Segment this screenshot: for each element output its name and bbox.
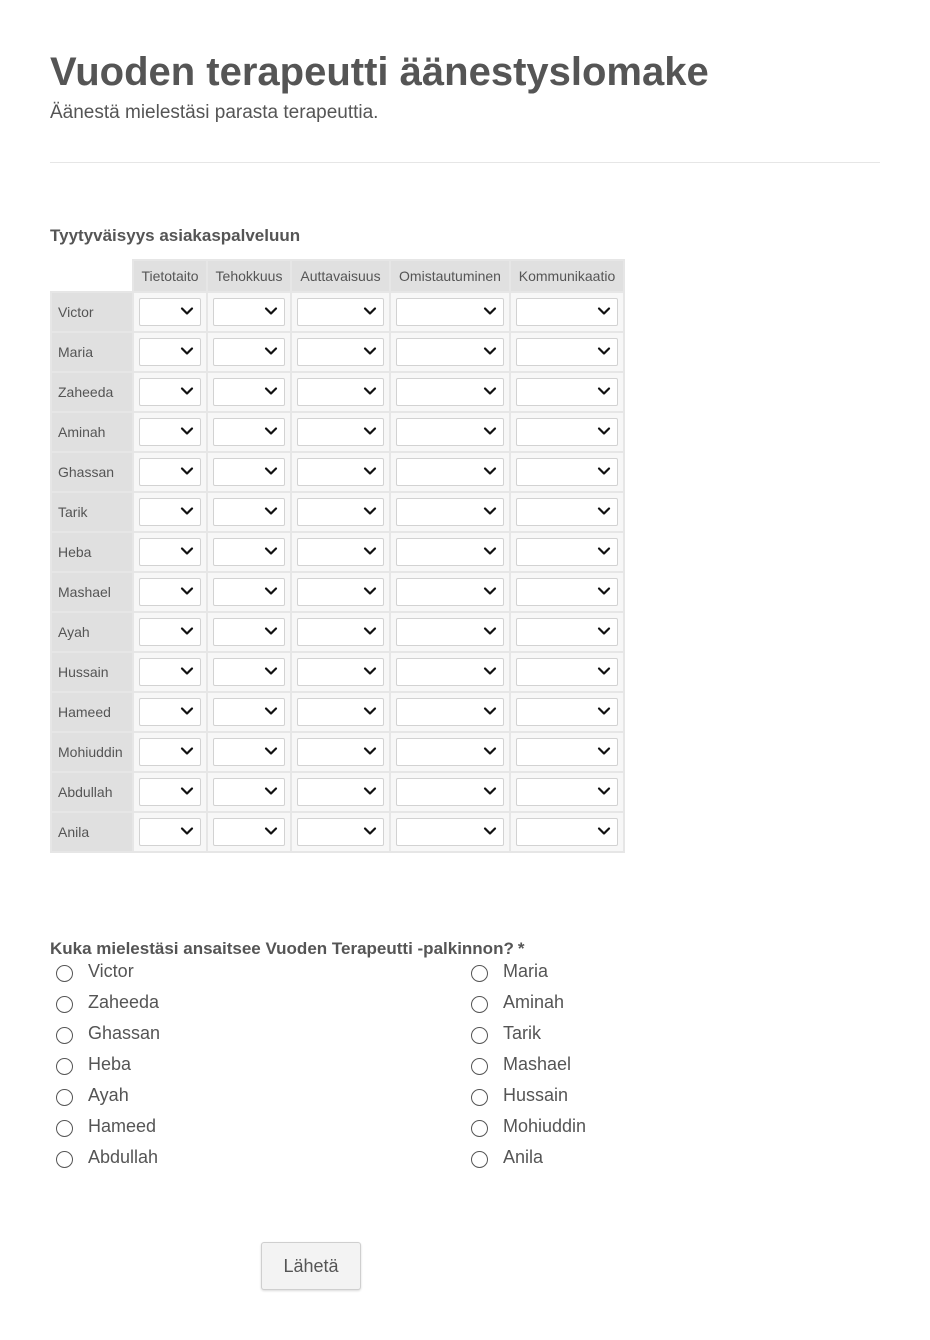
chevron-down-icon [483,504,497,518]
chevron-down-icon [363,584,377,598]
rating-dropdown[interactable] [213,658,285,686]
chevron-down-icon [180,344,194,358]
award-option[interactable] [56,959,471,990]
rating-dropdown[interactable] [516,778,618,806]
chevron-down-icon [483,744,497,758]
matrix-cell [133,572,207,612]
chevron-down-icon [483,784,497,798]
matrix-cell [207,412,291,452]
award-option-label: Zaheeda [88,992,160,1012]
matrix-row [51,772,624,812]
matrix-row-label: Hameed [51,692,133,732]
rating-dropdown[interactable] [213,298,285,326]
rating-dropdown[interactable] [516,378,618,406]
radio-unchecked-icon[interactable] [56,1058,73,1075]
matrix-row-label: Mashael [51,572,133,612]
rating-dropdown[interactable] [396,538,504,566]
rating-dropdown[interactable] [396,658,504,686]
matrix-cell [390,372,510,412]
rating-dropdown[interactable] [139,498,201,526]
matrix-column-header: Tehokkuus [207,260,291,292]
matrix-cell [291,452,390,492]
matrix-cell [510,692,624,732]
matrix-row [51,412,624,452]
rating-dropdown[interactable] [213,778,285,806]
chevron-down-icon [483,384,497,398]
rating-dropdown[interactable] [396,698,504,726]
rating-dropdown[interactable] [297,738,384,766]
matrix-cell [390,292,510,332]
matrix-row [51,492,624,532]
rating-dropdown[interactable] [396,458,504,486]
award-question [50,939,524,959]
award-option-label: Mohiuddin [503,1116,587,1136]
matrix-cell [510,572,624,612]
award-option-label: Hussain [503,1085,569,1105]
rating-dropdown[interactable] [396,338,504,366]
rating-dropdown[interactable] [213,738,285,766]
chevron-down-icon [363,744,377,758]
award-option-label: Victor [88,961,134,981]
chevron-down-icon [597,784,611,798]
radio-unchecked-icon[interactable] [471,1089,488,1106]
matrix-row [51,332,624,372]
matrix-cell [390,412,510,452]
matrix-cell [133,332,207,372]
chevron-down-icon [264,824,278,838]
rating-dropdown[interactable] [213,698,285,726]
matrix-cell [510,612,624,652]
matrix-cell [291,492,390,532]
chevron-down-icon [264,304,278,318]
chevron-down-icon [483,624,497,638]
matrix-cell [291,292,390,332]
award-option-label: Ghassan [88,1023,161,1043]
award-option-label: Anila [503,1147,544,1167]
chevron-down-icon [264,464,278,478]
rating-dropdown[interactable] [139,378,201,406]
chevron-down-icon [597,504,611,518]
matrix-body [51,292,624,852]
award-option-label: Mashael [503,1054,572,1074]
rating-dropdown[interactable] [297,698,384,726]
radio-unchecked-icon[interactable] [56,1120,73,1137]
matrix-row [51,732,624,772]
chevron-down-icon [180,624,194,638]
rating-dropdown[interactable] [396,418,504,446]
radio-unchecked-icon[interactable] [471,1058,488,1075]
chevron-down-icon [363,704,377,718]
chevron-down-icon [180,304,194,318]
rating-dropdown[interactable] [396,378,504,406]
rating-dropdown[interactable] [139,778,201,806]
award-options [56,959,656,1176]
radio-unchecked-icon[interactable] [56,965,73,982]
form-subtitle: Äänestä mielestäsi parasta terapeuttia. [50,102,379,123]
award-question-label: Kuka mielestäsi ansaitsee Vuoden Terapeutti -palkinnon? [50,939,514,958]
matrix-row [51,372,624,412]
matrix-cell [133,452,207,492]
chevron-down-icon [483,664,497,678]
matrix-row-label: Ayah [51,612,133,652]
rating-dropdown[interactable] [139,458,201,486]
rating-dropdown[interactable] [213,458,285,486]
chevron-down-icon [483,544,497,558]
matrix-cell [390,732,510,772]
chevron-down-icon [597,464,611,478]
award-option[interactable] [471,1145,656,1176]
rating-dropdown[interactable] [297,418,384,446]
chevron-down-icon [363,544,377,558]
radio-unchecked-icon[interactable] [56,996,73,1013]
form-header [50,46,880,126]
matrix-header-row [51,260,624,292]
rating-dropdown[interactable] [297,818,384,846]
chevron-down-icon [363,824,377,838]
rating-dropdown[interactable] [516,498,618,526]
matrix-row [51,692,624,732]
chevron-down-icon [483,704,497,718]
matrix-column-header: Omistautuminen [390,260,510,292]
chevron-down-icon [180,584,194,598]
rating-dropdown[interactable] [516,618,618,646]
matrix-cell [390,812,510,852]
rating-dropdown[interactable] [516,458,618,486]
matrix-row [51,812,624,852]
rating-dropdown[interactable] [297,538,384,566]
matrix-cell [133,612,207,652]
rating-dropdown[interactable] [516,538,618,566]
chevron-down-icon [180,504,194,518]
matrix-row-label: Zaheeda [51,372,133,412]
chevron-down-icon [180,424,194,438]
matrix-cell [291,412,390,452]
rating-dropdown[interactable] [516,338,618,366]
chevron-down-icon [180,664,194,678]
rating-dropdown[interactable] [396,298,504,326]
matrix-cell [291,532,390,572]
rating-dropdown[interactable] [297,578,384,606]
chevron-down-icon [264,544,278,558]
matrix-row [51,652,624,692]
chevron-down-icon [264,344,278,358]
matrix-row-label: Heba [51,532,133,572]
rating-dropdown[interactable] [396,498,504,526]
rating-dropdown[interactable] [516,578,618,606]
chevron-down-icon [597,824,611,838]
rating-dropdown[interactable] [213,618,285,646]
chevron-down-icon [180,704,194,718]
rating-dropdown[interactable] [139,818,201,846]
matrix-cell [207,772,291,812]
chevron-down-icon [363,304,377,318]
award-option[interactable] [471,990,656,1021]
matrix-cell [207,452,291,492]
header-divider [50,162,880,163]
matrix-cell [510,372,624,412]
matrix-cell [133,412,207,452]
matrix-row [51,452,624,492]
radio-unchecked-icon[interactable] [471,1151,488,1168]
chevron-down-icon [597,584,611,598]
chevron-down-icon [597,744,611,758]
award-option[interactable] [56,1021,471,1052]
award-option[interactable] [471,1052,656,1083]
chevron-down-icon [363,504,377,518]
matrix-cell [207,572,291,612]
matrix-row [51,532,624,572]
matrix-row-label: Ghassan [51,452,133,492]
chevron-down-icon [597,624,611,638]
chevron-down-icon [597,304,611,318]
radio-unchecked-icon[interactable] [471,965,488,982]
award-option[interactable] [471,1021,656,1052]
award-option[interactable] [471,959,656,990]
award-option-label: Heba [88,1054,132,1074]
matrix-corner-cell [51,260,133,292]
matrix-title: Tyytyväisyys asiakaspalveluun [50,226,301,245]
chevron-down-icon [483,584,497,598]
rating-dropdown[interactable] [516,698,618,726]
award-option[interactable] [471,1083,656,1114]
chevron-down-icon [483,464,497,478]
matrix-column-header: Tietotaito [133,260,207,292]
rating-dropdown[interactable] [516,418,618,446]
rating-dropdown[interactable] [139,338,201,366]
matrix-cell [133,492,207,532]
matrix-cell [207,612,291,652]
chevron-down-icon [180,384,194,398]
matrix-cell [291,372,390,412]
matrix-row-label: Hussain [51,652,133,692]
matrix-cell [133,652,207,692]
chevron-down-icon [180,744,194,758]
award-option-label: Aminah [503,992,565,1012]
matrix-cell [510,652,624,692]
satisfaction-matrix [50,259,625,853]
rating-dropdown[interactable] [396,738,504,766]
rating-dropdown[interactable] [297,378,384,406]
rating-dropdown[interactable] [139,738,201,766]
matrix-row [51,292,624,332]
chevron-down-icon [264,504,278,518]
matrix-cell [510,732,624,772]
chevron-down-icon [180,464,194,478]
rating-dropdown[interactable] [516,818,618,846]
matrix-cell [390,772,510,812]
chevron-down-icon [264,704,278,718]
radio-unchecked-icon[interactable] [56,1027,73,1044]
chevron-down-icon [597,544,611,558]
chevron-down-icon [264,424,278,438]
rating-dropdown[interactable] [297,458,384,486]
form-title: Vuoden terapeutti äänestyslomake [50,50,709,94]
rating-dropdown[interactable] [139,658,201,686]
matrix-row-label: Mohiuddin [51,732,133,772]
award-option-label: Abdullah [88,1147,159,1167]
chevron-down-icon [483,304,497,318]
chevron-down-icon [483,424,497,438]
radio-unchecked-icon[interactable] [56,1151,73,1168]
award-option[interactable] [56,1052,471,1083]
award-option[interactable] [56,1083,471,1114]
submit-button[interactable]: Lähetä [261,1242,361,1290]
matrix-column-header: Auttavaisuus [291,260,390,292]
matrix-cell [291,332,390,372]
chevron-down-icon [264,584,278,598]
chevron-down-icon [597,424,611,438]
matrix-cell [207,492,291,532]
rating-dropdown[interactable] [213,338,285,366]
matrix-column-header: Kommunikaatio [510,260,624,292]
rating-dropdown[interactable] [213,578,285,606]
matrix-cell [510,452,624,492]
chevron-down-icon [264,664,278,678]
chevron-down-icon [180,544,194,558]
chevron-down-icon [180,824,194,838]
radio-unchecked-icon[interactable] [471,996,488,1013]
matrix-cell [133,692,207,732]
rating-dropdown[interactable] [516,298,618,326]
chevron-down-icon [483,824,497,838]
rating-dropdown[interactable] [139,578,201,606]
matrix-cell [133,812,207,852]
matrix-cell [291,652,390,692]
chevron-down-icon [264,784,278,798]
matrix-row-label: Victor [51,292,133,332]
rating-dropdown[interactable] [213,378,285,406]
rating-dropdown[interactable] [139,418,201,446]
award-option-label: Maria [503,961,549,981]
required-marker: * [517,939,525,958]
award-option[interactable] [56,1114,471,1145]
chevron-down-icon [363,624,377,638]
radio-unchecked-icon[interactable] [471,1120,488,1137]
rating-dropdown[interactable] [396,618,504,646]
matrix-cell [291,612,390,652]
matrix-row [51,572,624,612]
matrix-row-label: Aminah [51,412,133,452]
chevron-down-icon [264,744,278,758]
matrix-cell [390,572,510,612]
rating-dropdown[interactable] [139,618,201,646]
award-option[interactable] [471,1114,656,1145]
matrix-cell [133,732,207,772]
matrix-cell [291,772,390,812]
matrix-cell [291,812,390,852]
matrix-row-label: Maria [51,332,133,372]
rating-dropdown[interactable] [396,578,504,606]
matrix-cell [291,692,390,732]
chevron-down-icon [597,704,611,718]
chevron-down-icon [363,784,377,798]
chevron-down-icon [597,664,611,678]
chevron-down-icon [180,784,194,798]
matrix-cell [207,692,291,732]
matrix-row-label: Abdullah [51,772,133,812]
matrix-cell [390,452,510,492]
chevron-down-icon [363,664,377,678]
rating-dropdown[interactable] [213,538,285,566]
matrix-cell [133,372,207,412]
award-option-label: Ayah [88,1085,129,1105]
rating-dropdown[interactable] [297,618,384,646]
matrix-cell [207,532,291,572]
rating-dropdown[interactable] [297,298,384,326]
matrix-cell [207,812,291,852]
award-option-label: Tarik [503,1023,542,1043]
matrix-cell [510,812,624,852]
matrix-cell [207,332,291,372]
rating-dropdown[interactable] [396,818,504,846]
matrix-cell [390,692,510,732]
award-option[interactable] [56,1145,471,1176]
chevron-down-icon [264,384,278,398]
matrix-cell [510,772,624,812]
matrix-cell [390,652,510,692]
chevron-down-icon [363,464,377,478]
rating-dropdown[interactable] [139,698,201,726]
matrix-cell [390,492,510,532]
rating-dropdown[interactable] [213,418,285,446]
matrix-cell [390,612,510,652]
rating-dropdown[interactable] [139,298,201,326]
rating-dropdown[interactable] [297,338,384,366]
matrix-cell [133,292,207,332]
award-option[interactable] [56,990,471,1021]
matrix-cell [291,572,390,612]
matrix-cell [133,532,207,572]
matrix-cell [207,292,291,332]
rating-dropdown[interactable] [516,658,618,686]
rating-dropdown[interactable] [297,778,384,806]
chevron-down-icon [363,344,377,358]
chevron-down-icon [363,424,377,438]
chevron-down-icon [483,344,497,358]
radio-unchecked-icon[interactable] [56,1089,73,1106]
rating-dropdown[interactable] [297,658,384,686]
matrix-row [51,612,624,652]
matrix-cell [133,772,207,812]
chevron-down-icon [264,624,278,638]
rating-dropdown[interactable] [297,498,384,526]
matrix-cell [510,412,624,452]
rating-dropdown[interactable] [139,538,201,566]
rating-dropdown[interactable] [213,818,285,846]
matrix-row-label: Tarik [51,492,133,532]
matrix-cell [390,332,510,372]
chevron-down-icon [597,384,611,398]
matrix-cell [207,732,291,772]
rating-dropdown[interactable] [396,778,504,806]
matrix-cell [510,332,624,372]
matrix-cell [207,652,291,692]
chevron-down-icon [363,384,377,398]
matrix-cell [510,532,624,572]
radio-unchecked-icon[interactable] [471,1027,488,1044]
award-option-label: Hameed [88,1116,157,1136]
matrix-cell [291,732,390,772]
matrix-cell [390,532,510,572]
matrix-row-label: Anila [51,812,133,852]
rating-dropdown[interactable] [213,498,285,526]
matrix-cell [207,372,291,412]
matrix-cell [510,292,624,332]
rating-dropdown[interactable] [516,738,618,766]
chevron-down-icon [597,344,611,358]
matrix-cell [510,492,624,532]
